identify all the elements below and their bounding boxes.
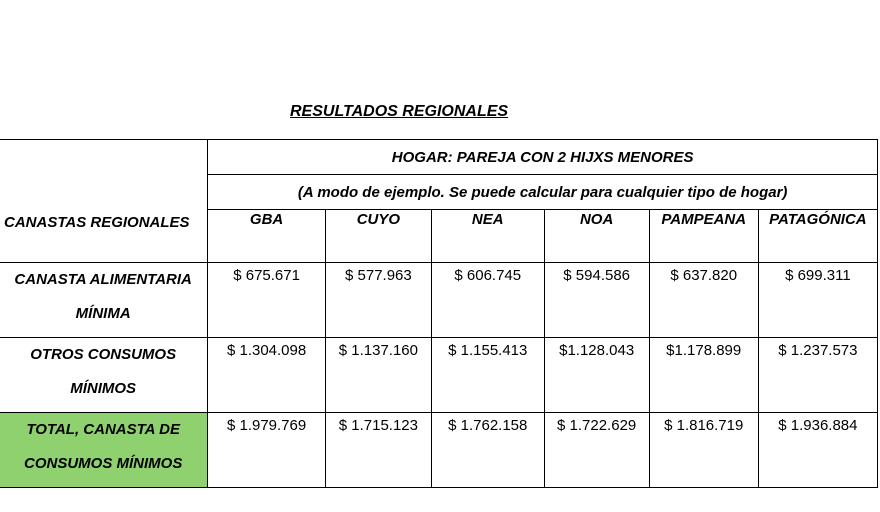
value-cell: $ 699.311 (758, 263, 877, 338)
value-cell: $ 1.762.158 (431, 413, 544, 488)
value-cell: $ 606.745 (431, 263, 544, 338)
row-label-line1: OTROS CONSUMOS (30, 346, 177, 363)
row-label-line1: TOTAL, CANASTA DE (26, 421, 180, 438)
value-cell: $ 1.722.629 (544, 413, 649, 488)
region-header-nea: NEA (431, 210, 544, 263)
region-header-pampeana: PAMPEANA (649, 210, 758, 263)
value-cell: $ 1.979.769 (208, 413, 326, 488)
region-header-cuyo: CUYO (325, 210, 431, 263)
canastas-regionales-header (0, 175, 208, 263)
row-label-line2: MÍNIMA (75, 305, 131, 322)
value-cell: $ 594.586 (544, 263, 649, 338)
regional-results-table (0, 139, 878, 488)
value-cell: $ 1.304.098 (208, 338, 326, 413)
hogar-header: HOGAR: PAREJA CON 2 HIJXS MENORES (208, 140, 878, 175)
canastas-regionales-label: CANASTAS REGIONALES (4, 213, 190, 231)
value-cell: $1.128.043 (544, 338, 649, 413)
table-header-row-hogar (0, 140, 878, 175)
row-label-line1: CANASTA ALIMENTARIA (14, 271, 192, 288)
value-cell: $ 637.820 (649, 263, 758, 338)
region-header-patagonica: PATAGÓNICA (758, 210, 877, 263)
table-header-row-note (0, 175, 878, 210)
value-cell: $ 1.137.160 (325, 338, 431, 413)
table-row-total (0, 413, 878, 488)
row-label-total (0, 413, 208, 488)
value-cell: $ 1.237.573 (758, 338, 877, 413)
row-label-canasta-alimentaria (0, 263, 208, 338)
value-cell: $ 1.816.719 (649, 413, 758, 488)
table-row (0, 338, 878, 413)
value-cell: $ 577.963 (325, 263, 431, 338)
value-cell: $ 1.715.123 (325, 413, 431, 488)
example-note-header: (A modo de ejemplo. Se puede calcular para cualquier tipo de hogar) (208, 175, 878, 210)
row-label-otros-consumos (0, 338, 208, 413)
page-title: RESULTADOS REGIONALES (290, 103, 509, 120)
value-cell: $ 1.936.884 (758, 413, 877, 488)
table-row (0, 263, 878, 338)
region-header-noa: NOA (544, 210, 649, 263)
value-cell: $ 675.671 (208, 263, 326, 338)
region-header-gba: GBA (208, 210, 326, 263)
value-cell: $ 1.155.413 (431, 338, 544, 413)
corner-cell (0, 140, 208, 175)
row-label-line2: MÍNIMOS (70, 380, 137, 397)
row-label-line2: CONSUMOS MÍNIMOS (23, 455, 183, 472)
value-cell: $1.178.899 (649, 338, 758, 413)
